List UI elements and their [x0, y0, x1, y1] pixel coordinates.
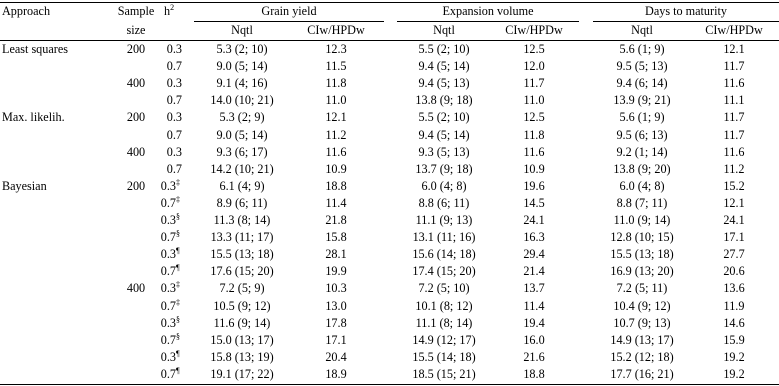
cell-grain-ciw: 11.0 [325, 93, 347, 108]
cell-grain-nqtl: 15.5 (13; 18) [210, 247, 274, 262]
cell-expansion-ciw: 21.6 [523, 349, 545, 364]
cell-days-ciw: 11.6 [723, 76, 745, 91]
cell-days-nqtl: 9.5 (6; 13) [616, 127, 668, 142]
cell-grain-ciw: 20.4 [325, 349, 347, 364]
header-nqtl-expansion: Nqtl [433, 23, 455, 37]
cell-sample-size: 400 [126, 76, 146, 91]
cell-days-ciw: 11.7 [723, 127, 745, 142]
cell-grain-nqtl: 6.1 (4; 9) [219, 178, 265, 193]
cell-expansion-nqtl: 13.7 (9; 18) [415, 161, 473, 176]
cell-expansion-nqtl: 15.6 (14; 18) [412, 247, 476, 262]
cell-grain-ciw: 11.8 [325, 76, 347, 91]
cell-days-ciw: 13.6 [723, 281, 745, 296]
cell-grain-ciw: 21.8 [325, 213, 347, 227]
cell-days-nqtl: 6.0 (4; 8) [619, 178, 665, 193]
cell-h2: 0.3 [160, 178, 176, 193]
cell-h2: 0.7 [160, 298, 176, 313]
cell-expansion-nqtl: 6.0 (4; 8) [421, 178, 467, 193]
cell-grain-nqtl: 11.6 (9; 14) [213, 315, 271, 330]
cell-expansion-ciw: 13.7 [523, 281, 545, 296]
group-rule-days-to-maturity [593, 21, 779, 22]
cell-grain-nqtl: 7.2 (5; 9) [219, 281, 265, 296]
footnote-mark: ¶ [176, 365, 180, 375]
cell-sample-size: 200 [126, 178, 146, 193]
cell-days-ciw: 19.2 [723, 366, 745, 381]
cell-approach: Bayesian [2, 178, 47, 193]
cell-days-ciw: 15.2 [723, 178, 745, 193]
cell-expansion-nqtl: 13.8 (9; 18) [415, 93, 473, 108]
cell-days-ciw: 24.1 [723, 213, 745, 227]
cell-expansion-ciw: 10.9 [523, 161, 545, 176]
cell-h2: 0.3 [166, 42, 182, 56]
cell-grain-nqtl: 11.3 (8; 14) [213, 213, 271, 227]
cell-days-ciw: 27.7 [723, 247, 745, 262]
cell-days-ciw: 19.2 [723, 349, 745, 364]
cell-h2: 0.7 [160, 195, 176, 210]
cell-sample-size: 400 [126, 144, 146, 159]
cell-h2: 0.7 [166, 127, 182, 142]
cell-expansion-ciw: 12.5 [523, 42, 545, 56]
cell-days-nqtl: 9.4 (6; 14) [616, 76, 668, 91]
cell-days-ciw: 12.1 [723, 42, 745, 56]
cell-grain-nqtl: 9.3 (6; 17) [216, 144, 268, 159]
cell-days-ciw: 11.2 [723, 161, 745, 176]
cell-expansion-ciw: 12.5 [523, 110, 545, 125]
cell-grain-nqtl: 5.3 (2; 9) [219, 110, 265, 125]
cell-days-nqtl: 15.5 (13; 18) [610, 247, 674, 262]
cell-h2: 0.3 [160, 247, 176, 262]
cell-expansion-nqtl: 11.1 (8; 14) [415, 315, 473, 330]
header-sample-line2: size [126, 23, 146, 37]
cell-grain-nqtl: 14.2 (10; 21) [210, 161, 274, 176]
footnote-mark: § [176, 212, 180, 221]
cell-sample-size: 400 [126, 281, 146, 296]
cell-days-nqtl: 5.6 (1; 9) [619, 42, 665, 56]
cell-expansion-nqtl: 9.4 (5; 13) [418, 76, 470, 91]
cell-days-nqtl: 11.0 (9; 14) [613, 213, 671, 227]
cell-expansion-nqtl: 5.5 (2; 10) [418, 42, 470, 56]
cell-expansion-ciw: 11.6 [523, 144, 545, 159]
cell-h2: 0.3 [160, 213, 176, 227]
header-ciw-expansion: CIw/HPDw [505, 23, 563, 37]
cell-expansion-nqtl: 13.1 (11; 16) [412, 230, 476, 245]
cell-grain-ciw: 12.1 [325, 110, 347, 125]
header-nqtl-grain: Nqtl [231, 23, 253, 37]
cell-days-nqtl: 7.2 (5; 11) [616, 281, 668, 296]
cell-days-nqtl: 10.4 (9; 12) [613, 298, 671, 313]
cell-expansion-nqtl: 8.8 (6; 11) [418, 195, 470, 210]
cell-grain-nqtl: 9.1 (4; 16) [216, 76, 268, 91]
header-ciw-grain: CIw/HPDw [307, 23, 365, 37]
footnote-mark: ¶ [176, 348, 180, 358]
cell-days-nqtl: 5.6 (1; 9) [619, 110, 665, 125]
cell-expansion-ciw: 16.0 [523, 332, 545, 347]
cell-approach: Max. likelih. [2, 110, 65, 125]
footnote-mark: ‡ [176, 177, 180, 187]
cell-grain-ciw: 11.4 [325, 195, 347, 210]
cell-expansion-ciw: 19.6 [523, 178, 545, 193]
header-nqtl-days: Nqtl [631, 23, 653, 37]
cell-expansion-ciw: 11.4 [523, 298, 545, 313]
cell-grain-ciw: 12.3 [325, 42, 347, 56]
cell-expansion-nqtl: 17.4 (15; 20) [412, 264, 476, 279]
cell-grain-nqtl: 10.5 (9; 12) [213, 298, 271, 313]
cell-grain-ciw: 10.9 [325, 161, 347, 176]
cell-expansion-nqtl: 18.5 (15; 21) [412, 366, 476, 381]
cell-expansion-ciw: 11.8 [523, 127, 545, 142]
header-group-days-to-maturity: Days to maturity [645, 4, 727, 18]
cell-grain-nqtl: 5.3 (2; 10) [216, 42, 268, 56]
header-heritability [164, 4, 174, 19]
cell-h2: 0.3 [166, 144, 182, 159]
cell-days-nqtl: 17.7 (16; 21) [610, 366, 674, 381]
header-ciw-days: CIw/HPDw [705, 23, 763, 37]
cell-expansion-ciw: 19.4 [523, 315, 545, 330]
cell-grain-ciw: 17.8 [325, 315, 347, 330]
cell-days-nqtl: 8.8 (7; 11) [616, 195, 668, 210]
cell-grain-ciw: 11.6 [325, 144, 347, 159]
cell-expansion-ciw: 14.5 [523, 195, 545, 210]
header-approach: Approach [2, 4, 51, 18]
cell-grain-nqtl: 9.0 (5; 14) [216, 127, 268, 142]
cell-expansion-nqtl: 10.1 (8; 12) [415, 298, 473, 313]
cell-grain-nqtl: 19.1 (17; 22) [210, 366, 274, 381]
cell-h2: 0.3 [160, 349, 176, 364]
cell-grain-ciw: 18.8 [325, 178, 347, 193]
cell-days-nqtl: 9.5 (5; 13) [616, 59, 668, 74]
cell-h2: 0.7 [160, 332, 176, 347]
cell-h2: 0.3 [160, 281, 176, 296]
bottom-rule [0, 384, 779, 385]
cell-h2: 0.7 [160, 264, 176, 279]
cell-grain-nqtl: 15.0 (13; 17) [210, 332, 274, 347]
cell-grain-ciw: 11.5 [325, 59, 347, 74]
cell-grain-ciw: 11.2 [325, 127, 347, 142]
cell-days-ciw: 14.6 [723, 315, 745, 330]
cell-days-nqtl: 9.2 (1; 14) [616, 144, 668, 159]
cell-expansion-nqtl: 9.4 (5; 14) [418, 127, 470, 142]
cell-grain-ciw: 17.1 [325, 332, 347, 347]
cell-expansion-ciw: 12.0 [523, 59, 545, 74]
cell-days-nqtl: 14.9 (13; 17) [610, 332, 674, 347]
cell-days-nqtl: 13.8 (9; 20) [613, 161, 671, 176]
cell-sample-size: 200 [126, 42, 146, 56]
footnote-mark: § [176, 229, 180, 239]
cell-days-ciw: 11.1 [723, 93, 745, 108]
cell-grain-ciw: 28.1 [325, 247, 347, 262]
cell-expansion-ciw: 29.4 [523, 247, 545, 262]
cell-h2: 0.7 [166, 161, 182, 176]
cell-grain-ciw: 19.9 [325, 264, 347, 279]
cell-days-ciw: 17.1 [723, 230, 745, 245]
cell-h2: 0.3 [160, 315, 176, 330]
cell-days-ciw: 11.9 [723, 298, 745, 313]
cell-grain-nqtl: 17.6 (15; 20) [210, 264, 274, 279]
cell-grain-nqtl: 14.0 (10; 21) [210, 93, 274, 108]
cell-expansion-ciw: 21.4 [523, 264, 545, 279]
cell-expansion-ciw: 11.0 [523, 93, 545, 108]
cell-h2: 0.7 [166, 59, 182, 74]
cell-days-nqtl: 12.8 (10; 15) [610, 230, 674, 245]
cell-h2: 0.7 [160, 366, 176, 381]
footnote-mark: ‡ [176, 297, 180, 307]
header-bottom-rule [0, 40, 779, 41]
cell-days-ciw: 15.9 [723, 332, 745, 347]
cell-expansion-nqtl: 14.9 (12; 17) [412, 332, 476, 347]
cell-expansion-nqtl: 9.3 (5; 13) [418, 144, 470, 159]
header-group-expansion-volume: Expansion volume [442, 4, 534, 18]
cell-days-nqtl: 10.7 (9; 13) [613, 315, 671, 330]
cell-expansion-nqtl: 7.2 (5; 10) [418, 281, 470, 296]
cell-expansion-ciw: 18.8 [523, 366, 545, 381]
cell-expansion-nqtl: 9.4 (5; 14) [418, 59, 470, 74]
cell-days-nqtl: 13.9 (9; 21) [613, 93, 671, 108]
group-rule-expansion-volume [397, 21, 579, 22]
header-h2-exponent: 2 [170, 2, 175, 12]
cell-grain-ciw: 15.8 [325, 230, 347, 245]
cell-expansion-ciw: 11.7 [523, 76, 545, 91]
header-sample-line1: Sample [117, 4, 155, 18]
footnote-mark: ‡ [176, 280, 180, 290]
cell-sample-size: 200 [126, 110, 146, 125]
footnote-mark: ‡ [176, 194, 180, 204]
cell-days-ciw: 12.1 [723, 195, 745, 210]
cell-grain-nqtl: 9.0 (5; 14) [216, 59, 268, 74]
header-group-grain-yield: Grain yield [261, 4, 317, 18]
header-h2-base: h [164, 4, 171, 18]
cell-expansion-ciw: 16.3 [523, 230, 545, 245]
footnote-mark: § [176, 314, 180, 324]
footnote-mark: ¶ [176, 246, 180, 256]
cell-h2: 0.3 [166, 76, 182, 91]
footnote-mark: § [176, 331, 180, 341]
cell-grain-nqtl: 15.8 (13; 19) [210, 349, 274, 364]
cell-approach: Least squares [2, 42, 68, 56]
cell-days-nqtl: 16.9 (13; 20) [610, 264, 674, 279]
cell-grain-ciw: 18.9 [325, 366, 347, 381]
cell-days-ciw: 20.6 [723, 264, 745, 279]
cell-days-ciw: 11.7 [723, 110, 745, 125]
top-rule [0, 2, 779, 3]
cell-grain-nqtl: 8.9 (6; 11) [216, 195, 268, 210]
group-rule-grain-yield [194, 21, 384, 22]
cell-h2: 0.7 [160, 230, 176, 245]
footnote-mark: ¶ [176, 263, 180, 273]
cell-expansion-ciw: 24.1 [523, 213, 545, 227]
cell-expansion-nqtl: 11.1 (9; 13) [415, 213, 473, 227]
cell-days-nqtl: 15.2 (12; 18) [610, 349, 674, 364]
cell-expansion-nqtl: 5.5 (2; 10) [418, 110, 470, 125]
cell-grain-nqtl: 13.3 (11; 17) [210, 230, 274, 245]
cell-days-ciw: 11.7 [723, 59, 745, 74]
cell-expansion-nqtl: 15.5 (14; 18) [412, 349, 476, 364]
cell-h2: 0.3 [166, 110, 182, 125]
cell-days-ciw: 11.6 [723, 144, 745, 159]
cell-grain-ciw: 13.0 [325, 298, 347, 313]
cell-grain-ciw: 10.3 [325, 281, 347, 296]
cell-h2: 0.7 [166, 93, 182, 108]
